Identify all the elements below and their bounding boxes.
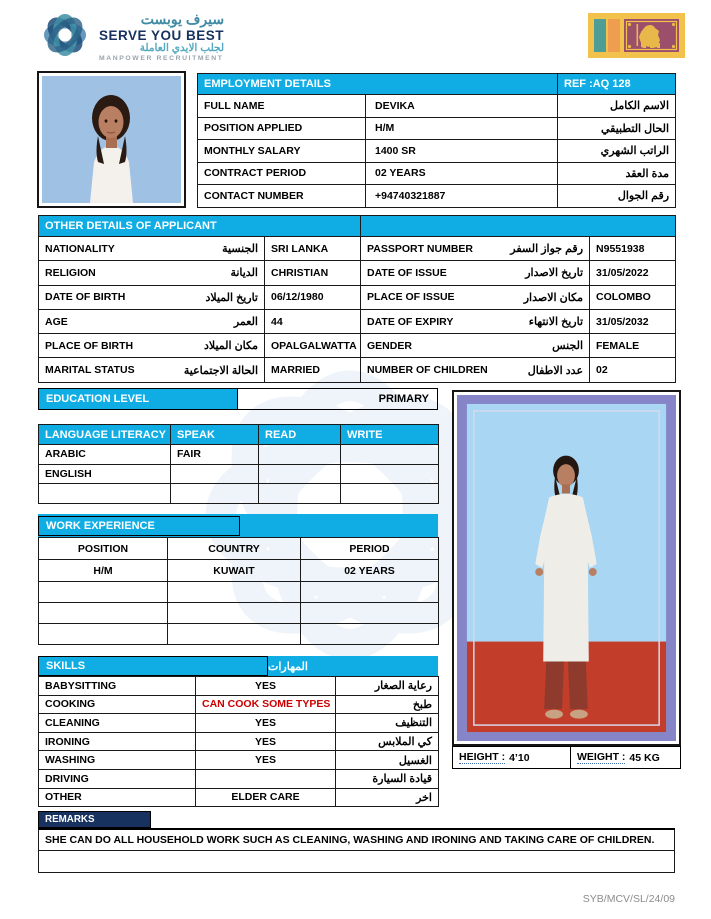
column-header: PERIOD (301, 538, 439, 560)
table-row (39, 769, 439, 788)
table-row (198, 140, 676, 163)
table-row (198, 95, 676, 118)
experience-period: 02 YEARS (301, 560, 439, 582)
column-header: SPEAK (171, 425, 259, 445)
logo-arabic-name: سيرف يوبست (140, 11, 225, 27)
column-header: POSITION (39, 538, 168, 560)
table-row (39, 285, 676, 309)
other-details-table (38, 215, 676, 383)
field-value: 1400 SR (366, 140, 558, 163)
experience-country: KUWAIT (168, 560, 301, 582)
field-label-ar: الديانة (230, 267, 258, 280)
height-value: 4’10 (509, 751, 530, 764)
table-row (198, 185, 676, 208)
skill-value: YES (196, 751, 336, 770)
language-name: ENGLISH (39, 464, 171, 484)
field-value: 02 (590, 358, 676, 382)
table-row (39, 358, 676, 382)
language-skill: FAIR (171, 445, 259, 465)
table-row (39, 788, 439, 807)
column-header: LANGUAGE LITERACY (39, 425, 171, 445)
field-label-ar: الجنس (552, 340, 584, 353)
field-value: SRI LANKA (265, 237, 361, 261)
weight-value: 45 KG (629, 751, 660, 764)
field-label: PASSPORT NUMBER (367, 242, 473, 255)
table-row (39, 751, 439, 770)
field-label-ar: تاريخ الميلاد (205, 291, 258, 304)
skill-value: YES (196, 714, 336, 733)
language-skill (259, 445, 341, 465)
field-value: 31/05/2032 (590, 309, 676, 333)
field-label-ar: تاريخ الانتهاء (528, 316, 584, 329)
experience-position (39, 624, 168, 645)
remarks-table (38, 828, 675, 873)
document-reference-code: SYB/MCV/SL/24/09 (582, 893, 675, 905)
language-name (39, 484, 171, 504)
field-value: 44 (265, 309, 361, 333)
field-label-ar: الحال التطبيقي (558, 117, 676, 140)
language-skill (341, 464, 439, 484)
table-row (39, 695, 439, 714)
table-row (39, 714, 439, 733)
table-row (39, 309, 676, 333)
field-label-ar: تاريخ الاصدار (525, 267, 584, 280)
field-value: H/M (366, 117, 558, 140)
logo-knot-icon (40, 10, 90, 60)
education-level-value: PRIMARY (238, 388, 438, 410)
section-title: OTHER DETAILS OF APPLICANT (39, 216, 361, 237)
skill-label-ar: كي الملابس (336, 732, 439, 751)
skills-section (38, 656, 438, 676)
height-label: HEIGHT : (459, 751, 506, 763)
skill-label: WASHING (39, 751, 196, 770)
education-level-section (38, 388, 438, 410)
work-experience-section (38, 514, 438, 537)
field-label: FULL NAME (198, 95, 366, 118)
field-label-ar: رقم الجوال (558, 185, 676, 208)
skill-value: YES (196, 732, 336, 751)
table-row (39, 216, 676, 237)
field-value: 06/12/1980 (265, 285, 361, 309)
section-title: SKILLS (38, 656, 268, 676)
ref-number: REF :AQ 128 (558, 74, 676, 95)
skill-label-ar: قيادة السيارة (336, 769, 439, 788)
field-label-ar: الراتب الشهري (558, 140, 676, 163)
skill-value: ELDER CARE (196, 788, 336, 807)
skill-label: COOKING (39, 695, 196, 714)
employment-details-table (197, 73, 676, 208)
skill-label-ar: رعاية الصغار (336, 677, 439, 696)
skill-label-ar: التنظيف (336, 714, 439, 733)
table-row (39, 237, 676, 261)
skill-label: DRIVING (39, 769, 196, 788)
table-row (39, 829, 675, 851)
skill-label-ar: الغسيل (336, 751, 439, 770)
skill-label: IRONING (39, 732, 196, 751)
language-skill (171, 484, 259, 504)
weight-label: WEIGHT : (577, 751, 626, 763)
table-row (39, 538, 439, 560)
field-label: RELIGION (45, 266, 96, 279)
skill-value: CAN COOK SOME TYPES (196, 695, 336, 714)
skill-label-ar: طبخ (336, 695, 439, 714)
logo-arabic-tagline: لجلب الايدي العاملة (139, 41, 225, 54)
table-row (39, 484, 439, 504)
table-row (39, 560, 439, 582)
field-value: FEMALE (590, 334, 676, 358)
field-label: PLACE OF ISSUE (367, 291, 455, 304)
field-value: N9551938 (590, 237, 676, 261)
skill-value (196, 769, 336, 788)
logo-subtitle: MANPOWER RECRUITMENT (99, 54, 224, 62)
applicant-fullbody-photo (452, 390, 681, 746)
field-label-ar: الاسم الكامل (558, 95, 676, 118)
table-row (198, 162, 676, 185)
table-row (39, 261, 676, 285)
table-row (39, 425, 439, 445)
logo-english-name: SERVE YOU BEST (99, 27, 225, 43)
column-header: READ (259, 425, 341, 445)
experience-country (168, 603, 301, 624)
field-label: DATE OF EXPIRY (367, 315, 454, 328)
field-value: DEVIKA (366, 95, 558, 118)
field-label: NUMBER OF CHILDREN (367, 364, 488, 377)
language-literacy-table (38, 424, 439, 504)
column-header: WRITE (341, 425, 439, 445)
field-value: +94740321887 (366, 185, 558, 208)
skills-table (38, 676, 439, 807)
experience-period (301, 582, 439, 603)
table-row (39, 334, 676, 358)
field-label: MARITAL STATUS (45, 364, 135, 377)
remarks-text: SHE CAN DO ALL HOUSEHOLD WORK SUCH AS CLEANING, WASHING AND IRONING AND TAKING CARE OF CHILDREN. (39, 829, 675, 851)
experience-position (39, 582, 168, 603)
field-label: CONTRACT PERIOD (198, 162, 366, 185)
field-value: CHRISTIAN (265, 261, 361, 285)
field-value: OPALGALWATTA (265, 334, 361, 358)
language-name: ARABIC (39, 445, 171, 465)
field-label: CONTACT NUMBER (198, 185, 366, 208)
applicant-headshot-photo (37, 71, 186, 208)
experience-country (168, 582, 301, 603)
experience-position (39, 603, 168, 624)
field-label: PLACE OF BIRTH (45, 339, 134, 352)
table-row (39, 445, 439, 465)
skill-label-ar: اخر (336, 788, 439, 807)
section-title: EDUCATION LEVEL (38, 388, 238, 410)
field-label-ar: رقم جواز السفر (510, 243, 584, 256)
remarks-title: REMARKS (38, 811, 151, 828)
experience-period (301, 603, 439, 624)
experience-position: H/M (39, 560, 168, 582)
table-row (39, 732, 439, 751)
field-label: GENDER (367, 339, 412, 352)
experience-period (301, 624, 439, 645)
field-label: POSITION APPLIED (198, 117, 366, 140)
table-row (39, 624, 439, 645)
skill-label: OTHER (39, 788, 196, 807)
field-value: 31/05/2022 (590, 261, 676, 285)
field-label: MONTHLY SALARY (198, 140, 366, 163)
table-row (39, 582, 439, 603)
table-row (198, 74, 676, 95)
field-label-ar: العمر (233, 316, 258, 329)
field-label: DATE OF BIRTH (45, 291, 126, 304)
field-label-ar: الجنسية (222, 243, 258, 256)
table-row (39, 677, 439, 696)
table-row (39, 464, 439, 484)
language-skill (171, 464, 259, 484)
language-skill (341, 445, 439, 465)
field-label-ar: مكان الميلاد (203, 340, 258, 353)
table-row (198, 117, 676, 140)
field-label: AGE (45, 315, 68, 328)
language-skill (259, 464, 341, 484)
table-row (39, 851, 675, 873)
language-skill (259, 484, 341, 504)
work-experience-table (38, 537, 439, 645)
field-label: DATE OF ISSUE (367, 266, 447, 279)
field-value: 02 YEARS (366, 162, 558, 185)
column-header: COUNTRY (168, 538, 301, 560)
section-title-ar: المهارات (268, 660, 308, 673)
skill-label: BABYSITTING (39, 677, 196, 696)
agency-logo (40, 10, 224, 62)
measurements-row (452, 746, 681, 769)
field-value: COLOMBO (590, 285, 676, 309)
section-title: EMPLOYMENT DETAILS (198, 74, 558, 95)
section-title: WORK EXPERIENCE (38, 516, 240, 536)
field-label-ar: مكان الاصدار (523, 291, 584, 304)
skill-label: CLEANING (39, 714, 196, 733)
language-skill (341, 484, 439, 504)
skill-value: YES (196, 677, 336, 696)
experience-country (168, 624, 301, 645)
field-label-ar: الحالة الاجتماعية (183, 364, 258, 377)
field-label: NATIONALITY (45, 242, 115, 255)
sri-lanka-flag-icon (588, 13, 685, 58)
field-value: MARRIED (265, 358, 361, 382)
table-row (39, 603, 439, 624)
field-label-ar: مدة العقد (558, 162, 676, 185)
field-label-ar: عدد الاطفال (527, 364, 584, 377)
